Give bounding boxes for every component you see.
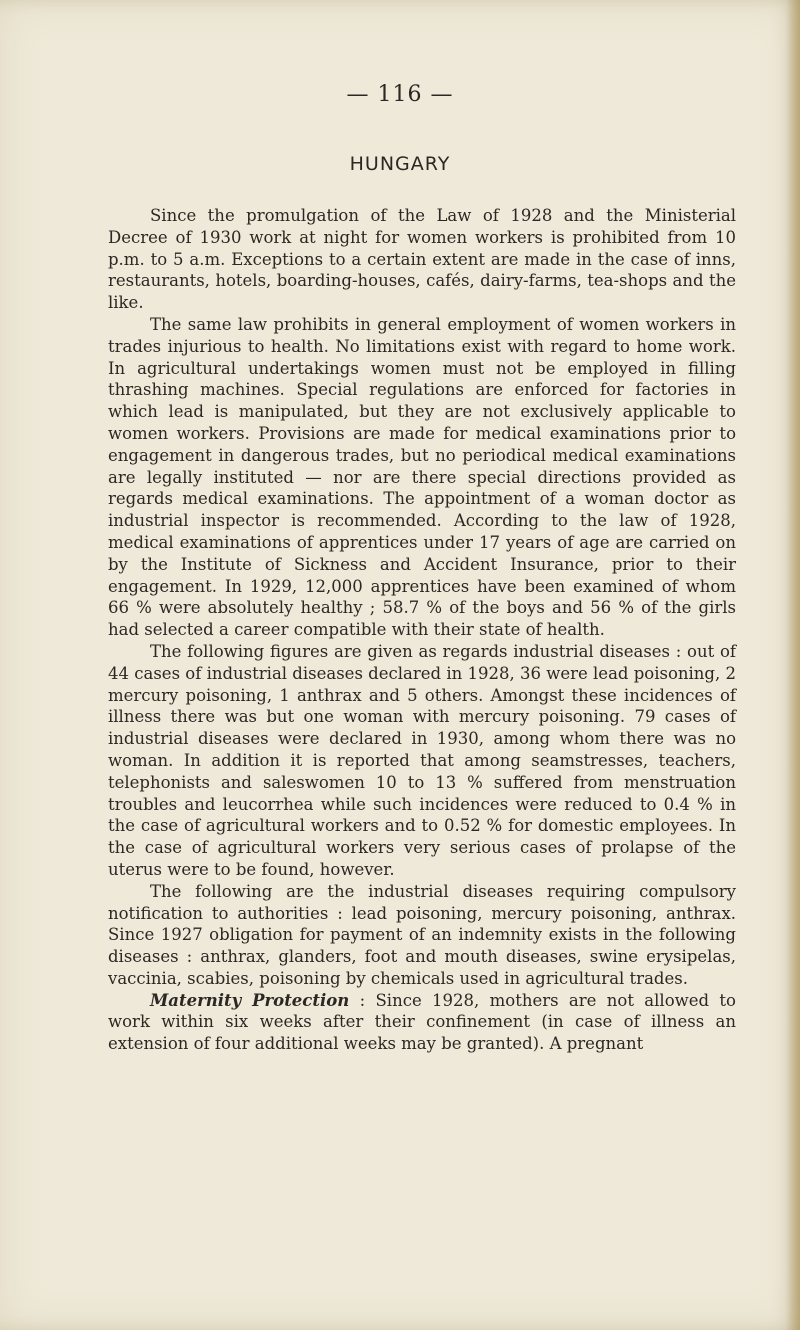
paragraph-night-work: Since the promulgation of the Law of 1928 and the Ministerial Decree of 1930 work at night for women workers is prohibited from 10 p.m. to 5 a.m. Exceptions to a certain extent are made in the case of inns, restaurants, hotels, boarding-houses, cafés, dairy-farms, tea-shops and the like.: [108, 206, 736, 313]
maternity-text: : Since 1928, mothers are not allowed to work within six weeks after their confinement (in case of illness an extension of four additional weeks may be granted). A pregnant: [108, 990, 736, 1054]
paragraph-injurious-trades: The same law prohibits in general employment of women workers in trades injurious to health. No limitations exist with regard to home work. In agricultural undertakings women must not be employed in filling thrashing machines. Special regulations are enforced for factories in which lead is manipulated, but they are not exclusively applicable to women workers. Provisions are made for medical examinations prior to engagement in dangerous trades, but no periodical medical examinations are legally instituted — nor are there special directions provided as regards medical examinations. The appointment of a woman doctor as industrial inspector is recommended. According to the law of 1928, medical examinations of apprentices under 17 years of age are carried on by the Institute of Sickness and Accident Insurance, prior to their engagement. In 1929, 12,000 apprentices have been examined of whom 66 % were absolutely healthy ; 58.7 % of the boys and 56 % of the girls had selected a career compatible with their state of health.: [108, 314, 736, 640]
paragraph-notification: The following are the industrial diseases requiring compulsory notification to authorities : lead poisoning, mercury poisoning, anthrax. Since 1927 obligation for payment of an indemnity exists in the following diseases : anthrax, glanders, foot and mouth diseases, swine erysipelas, vaccinia, scabies, poisoning by chemicals used in agricultural trades.: [108, 881, 736, 988]
page-title: HUNGARY: [349, 153, 451, 175]
body-text: [108, 205, 736, 1055]
paragraph-industrial-diseases: The following figures are given as regards industrial diseases : out of 44 cases of industrial diseases declared in 1928, 36 were lead poisoning, 2 mercury poisoning, 1 anthrax and 5 others. Amongst these incidences of illness there was but one woman with mercury poisoning. 79 cases of industrial diseases were declared in 1930, among whom there was no woman. In addition it is reported that among seamstresses, teachers, telephonists and saleswomen 10 to 13 % suffered from menstruation troubles and leucorrhea while such incidences were reduced to 0.4 % in the case of agricultural workers and to 0.52 % for domestic employees. In the case of agricultural workers very serious cases of prolapse of the uterus were to be found, however.: [108, 641, 736, 879]
paragraph-maternity: [108, 990, 736, 1055]
page-edge-shadow: [786, 0, 800, 1330]
maternity-label: Maternity Protection: [150, 990, 350, 1010]
page-number: — 116 —: [346, 82, 454, 107]
